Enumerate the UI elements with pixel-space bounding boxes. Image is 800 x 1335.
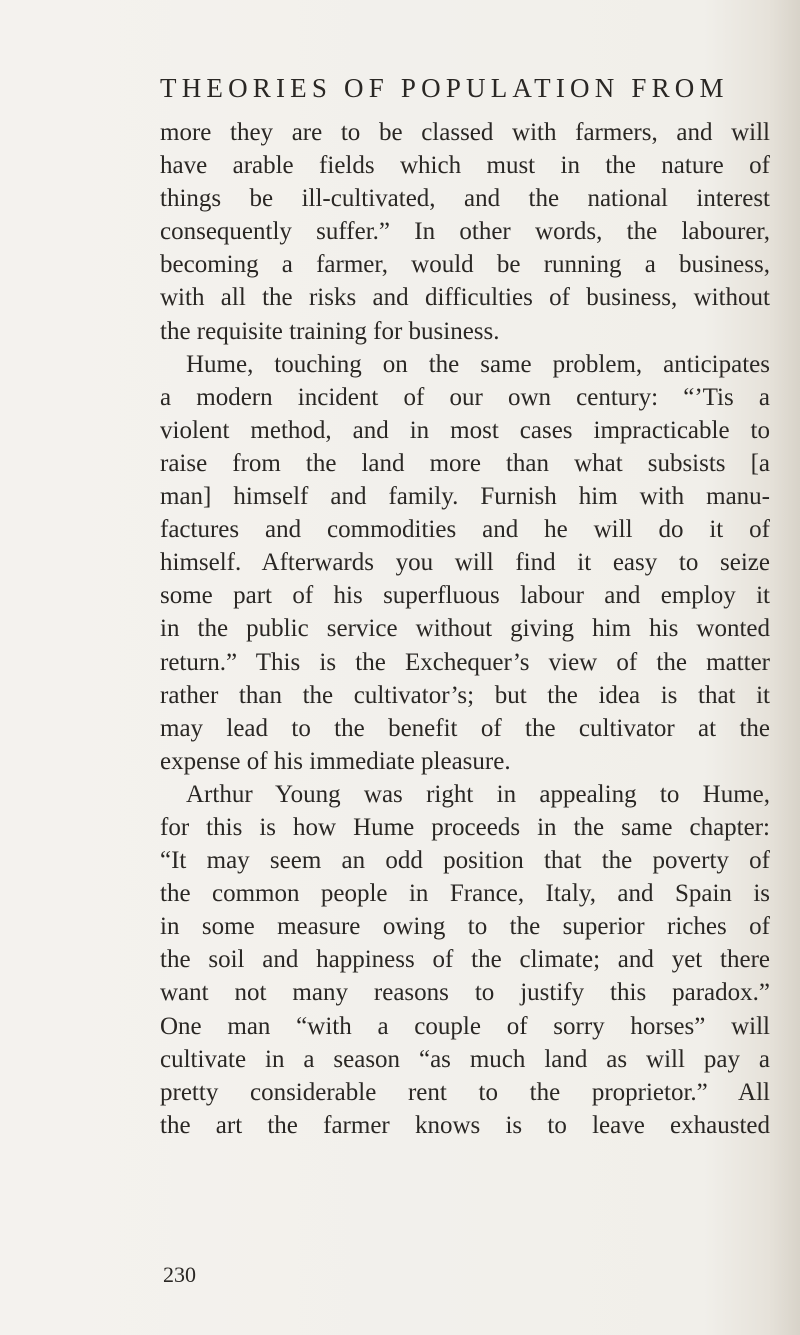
text-line: cultivate in a season “as much land as will pay a	[160, 1045, 770, 1073]
text-line: some part of his superfluous labour and employ it	[160, 582, 770, 610]
text-line: “It may seem an odd position that the poverty of	[160, 847, 770, 875]
text-line: factures and commodities and he will do it of	[160, 516, 770, 544]
text-line: Hume, touching on the same problem, anticipates	[186, 350, 770, 378]
text-line: man] himself and family. Furnish him with manu-	[160, 483, 770, 511]
text-line: himself. Afterwards you will find it easy to seize	[160, 549, 770, 577]
text-line: have arable fields which must in the nature of	[160, 152, 770, 180]
text-line: becoming a farmer, would be running a business,	[160, 251, 770, 279]
text-line: the soil and happiness of the climate; and yet there	[160, 946, 770, 974]
text-line: more they are to be classed with farmers, and will	[160, 119, 770, 146]
text-line: the common people in France, Italy, and Spain is	[160, 880, 770, 908]
text-line: violent method, and in most cases impracticable to	[160, 416, 770, 444]
text-line: in some measure owing to the superior riches of	[160, 913, 770, 941]
text-line: the requisite training for business.	[160, 317, 500, 345]
body-text	[160, 116, 770, 1142]
text-line: raise from the land more than what subsists [a	[160, 449, 770, 477]
text-line: expense of his immediate pleasure.	[160, 747, 511, 775]
text-line: rather than the cultivator’s; but the idea is that it	[160, 681, 770, 709]
text-line: One man “with a couple of sorry horses” will	[160, 1012, 770, 1040]
text-line: Arthur Young was right in appealing to Hume,	[186, 780, 770, 808]
text-line: for this is how Hume proceeds in the same chapter:	[160, 813, 770, 841]
text-line: pretty considerable rent to the proprietor.” All	[160, 1078, 770, 1106]
running-head: THEORIES OF POPULATION FROM	[160, 73, 729, 103]
text-line: with all the risks and difficulties of business, without	[160, 284, 770, 312]
text-line: want not many reasons to justify this paradox.”	[160, 979, 770, 1007]
page-number: 230	[163, 1262, 196, 1287]
text-line: consequently suffer.” In other words, the labourer,	[160, 218, 770, 246]
text-line: things be ill-cultivated, and the national interest	[160, 185, 770, 213]
text-line: the art the farmer knows is to leave exhausted	[160, 1111, 770, 1139]
text-line: in the public service without giving him his wonted	[160, 615, 770, 643]
text-line: may lead to the benefit of the cultivator at the	[160, 714, 770, 742]
text-line: return.” This is the Exchequer’s view of the matter	[160, 648, 770, 676]
text-line: a modern incident of our own century: “’Tis a	[160, 383, 770, 411]
